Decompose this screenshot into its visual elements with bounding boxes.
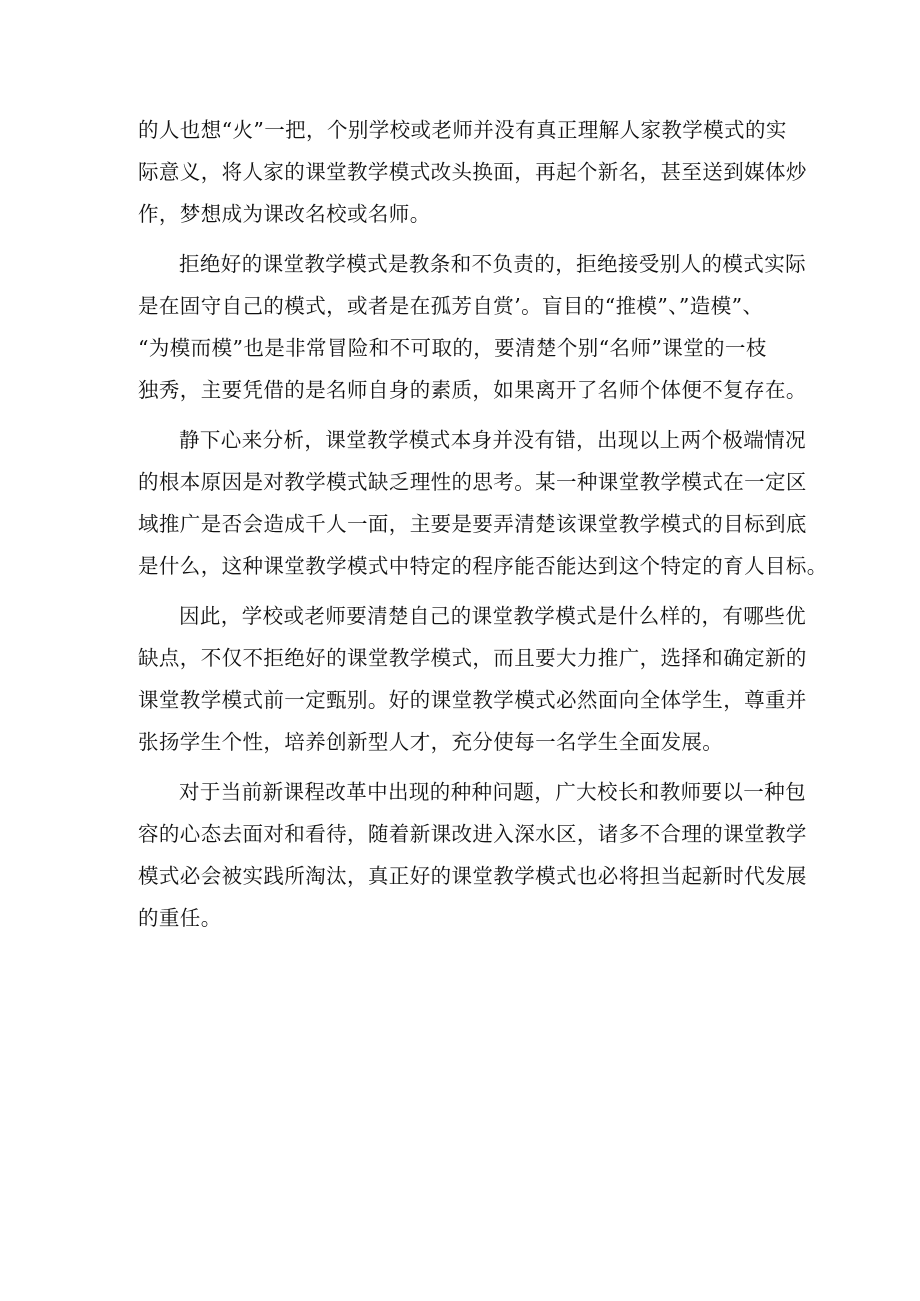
paragraph-line: 是在固守自己的模式，或者是在孤芳自赏’。盲目的“推模”、”造模”、 [138, 294, 764, 318]
document-body [138, 109, 828, 947]
paragraph-line: 拒绝好的课堂教学模式是教条和不负责的，拒绝接受别人的模式实际 [179, 252, 806, 276]
paragraph-line: 是什么，这种课堂教学模式中特定的程序能否能达到这个特定的育人目标。 [138, 554, 828, 578]
paragraph-line: 因此，学校或老师要清楚自己的课堂教学模式是什么样的，有哪些优 [179, 604, 806, 628]
paragraph-line: 独秀，主要凭借的是名师自身的素质，如果离开了名师个体便不复存在。 [138, 378, 807, 402]
paragraph-4 [138, 595, 807, 763]
paragraph-line: 缺点，不仅不拒绝好的课堂教学模式，而且要大力推广，选择和确定新的 [138, 646, 807, 670]
paragraph-line: 课堂教学模式前一定甄别。好的课堂教学模式必然面向全体学生，尊重并 [138, 688, 807, 712]
paragraph-line: 的人也想“火”一把，个别学校或老师并没有真正理解人家教学模式的实 [138, 118, 787, 142]
paragraph-1 [138, 109, 807, 235]
paragraph-line: 的根本原因是对教学模式缺乏理性的思考。某一种课堂教学模式在一定区 [138, 470, 807, 494]
paragraph-line: 际意义，将人家的课堂教学模式改头换面，再起个新名，甚至送到媒体炒 [138, 160, 807, 184]
paragraph-5 [138, 771, 807, 939]
paragraph-line: 对于当前新课程改革中出现的种种问题，广大校长和教师要以一种包 [179, 780, 806, 804]
paragraph-line: 容的心态去面对和看待，随着新课改进入深水区，诸多不合理的课堂教学 [138, 822, 807, 846]
paragraph-line: 域推广是否会造成千人一面，主要是要弄清楚该课堂教学模式的目标到底 [138, 512, 807, 536]
paragraph-line: “为模而模”也是非常冒险和不可取的，要清楚个别“名师”课堂的一枝 [138, 336, 767, 360]
paragraph-line: 模式必会被实践所淘汰，真正好的课堂教学模式也必将担当起新时代发展 [138, 864, 807, 888]
paragraph-line: 作，梦想成为课改名校或名师。 [138, 202, 431, 226]
paragraph-line: 的重任。 [138, 906, 222, 930]
paragraph-2 [138, 243, 807, 411]
paragraph-line: 张扬学生个性，培养创新型人才，充分使每一名学生全面发展。 [138, 730, 724, 754]
paragraph-line: 静下心来分析，课堂教学模式本身并没有错，出现以上两个极端情况 [179, 428, 806, 452]
paragraph-3 [138, 419, 828, 587]
